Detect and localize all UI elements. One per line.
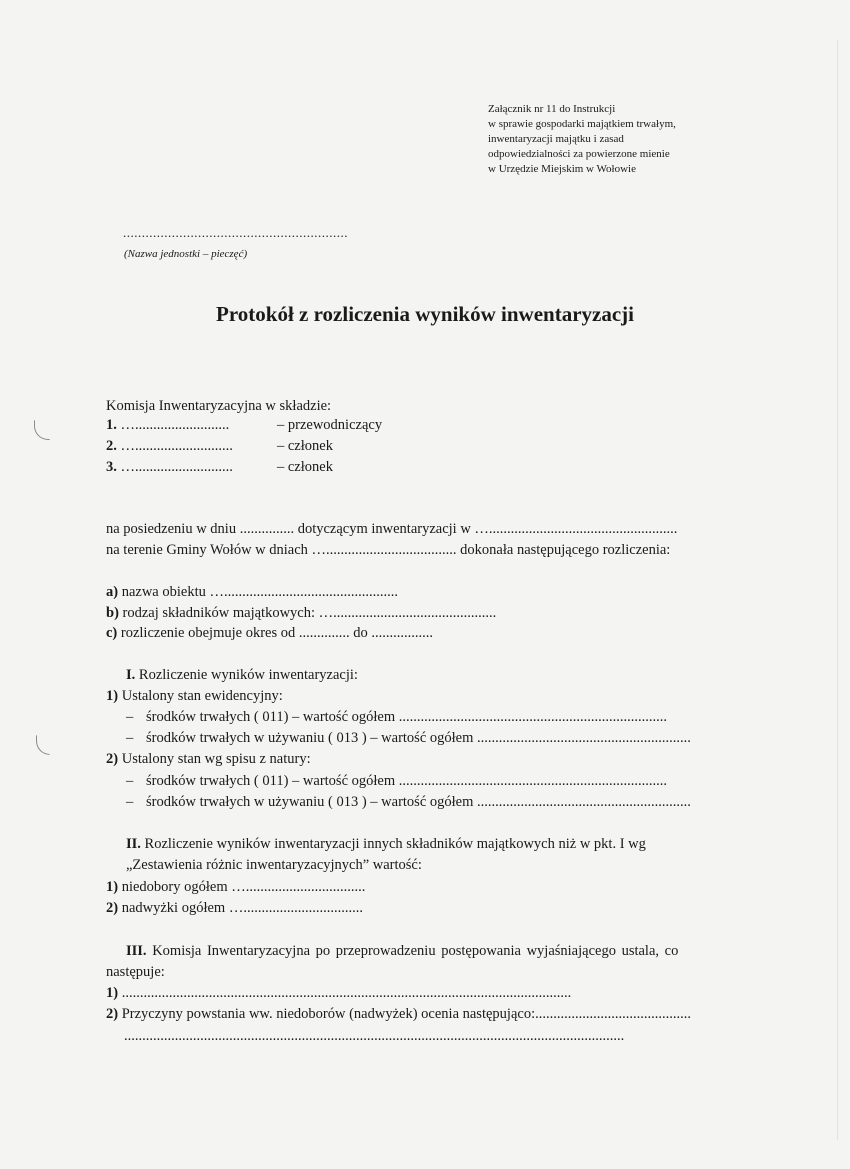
item-text: Przyczyny powstania ww. niedoborów (nadwyżek) ocenia następująco:........................................... — [121, 1006, 691, 1022]
scan-edge-line — [837, 40, 838, 1140]
section-1-item — [106, 751, 311, 768]
section-1-line: – środków trwałych w używaniu ( 013 ) – wartość ogółem ........................................................... — [126, 730, 691, 746]
commission-intro: Komisja Inwentaryzacyjna w składzie: — [106, 398, 332, 414]
item-text: nadwyżki ogółem …................................. — [121, 900, 363, 916]
member-role: – członek — [277, 459, 333, 475]
section-1-line: – środków trwałych ( 011) – wartość ogółem .......................................................................... — [126, 773, 668, 789]
annex-line: w sprawie gospodarki majątkiem trwałym, — [488, 118, 676, 130]
member-dots: …........................... — [120, 459, 233, 475]
item-letter: c) — [106, 625, 118, 641]
meeting-line: na terenie Gminy Wołów w dniach ….................................... dokonała następującego rozliczenia: — [106, 542, 671, 558]
section-3-heading — [126, 943, 678, 960]
item-number: 1) — [106, 879, 119, 895]
section-3-continuation: .......................................................................................................................................... — [124, 1028, 625, 1044]
section-3-item — [106, 1006, 691, 1023]
commission-member — [106, 417, 229, 434]
item-number: 2) — [106, 900, 119, 916]
dash-bullet: – — [126, 709, 134, 725]
section-3-text: następuje: — [106, 964, 165, 980]
annex-line: w Urzędzie Miejskim w Wołowie — [488, 163, 636, 175]
meeting-line: na posiedzeniu w dniu ............... dotyczącym inwentaryzacji w ….................................................... — [106, 521, 678, 537]
item-number: 1) — [106, 688, 119, 704]
section-2-item — [106, 879, 365, 896]
item-text: rodzaj składników majątkowych: …............................................. — [122, 605, 497, 621]
member-number: 3. — [106, 459, 117, 475]
item-letter: b) — [106, 605, 119, 621]
dash-bullet: – — [126, 773, 134, 789]
show-through-text — [102, 102, 105, 117]
dash-bullet: – — [126, 794, 134, 810]
item-number: 2) — [106, 1006, 119, 1022]
item-text: niedobory ogółem …................................. — [121, 879, 366, 895]
section-roman: III. — [126, 943, 147, 959]
annex-note — [488, 102, 748, 177]
item-text: ............................................................................................................................ — [121, 985, 572, 1001]
page-title: Protokół z rozliczenia wyników inwentaryzacji — [216, 302, 634, 326]
section-2-item — [106, 900, 363, 917]
commission-member — [106, 438, 233, 455]
member-dots: …........................... — [120, 438, 233, 454]
item-number: 2) — [106, 751, 119, 767]
section-2-text: „Zestawienia różnic inwentaryzacyjnych” wartość: — [126, 857, 422, 873]
item-text: Ustalony stan ewidencyjny: — [121, 688, 283, 704]
item-text: rozliczenie obejmuje okres od .............. do ................. — [120, 625, 433, 641]
section-text: Komisja Inwentaryzacyjna po przeprowadzeniu postępowania wyjaśniającego ustala, co — [152, 943, 679, 959]
section-title: Rozliczenie wyników inwentaryzacji: — [138, 667, 358, 683]
section-text: Rozliczenie wyników inwentaryzacji innych składników majątkowych niż w pkt. I wg — [144, 836, 646, 852]
annex-line: inwentaryzacji majątku i zasad — [488, 133, 624, 145]
section-1-heading — [126, 667, 358, 684]
annex-line: Załącznik nr 11 do Instrukcji — [488, 103, 616, 115]
member-role: – członek — [277, 438, 333, 454]
section-1-line: – środków trwałych ( 011) – wartość ogółem .......................................................................... — [126, 709, 668, 725]
section-roman: I. — [126, 667, 136, 683]
section-1-item — [106, 688, 283, 705]
object-item — [106, 584, 398, 601]
section-3-item — [106, 985, 571, 1002]
member-number: 2. — [106, 438, 117, 454]
item-text: Ustalony stan wg spisu z natury: — [121, 751, 311, 767]
annex-line: odpowiedzialności za powierzone mienie — [488, 148, 670, 160]
object-item — [106, 605, 496, 622]
section-2-heading — [126, 836, 646, 853]
punch-hole-mark — [36, 735, 50, 755]
member-role: – przewodniczący — [277, 417, 383, 433]
section-roman: II. — [126, 836, 141, 852]
stamp-dots: ............................................................ — [123, 225, 348, 240]
item-text: nazwa obiektu …................................................ — [121, 584, 398, 600]
object-item — [106, 625, 433, 642]
stamp-label: (Nazwa jednostki – pieczęć) — [124, 248, 248, 260]
member-dots: ….......................... — [120, 417, 230, 433]
section-1-line: – środków trwałych w używaniu ( 013 ) – wartość ogółem ........................................................... — [126, 794, 691, 810]
member-number: 1. — [106, 417, 117, 433]
item-letter: a) — [106, 584, 119, 600]
commission-member — [106, 459, 233, 476]
item-number: 1) — [106, 985, 119, 1001]
dash-bullet: – — [126, 730, 134, 746]
punch-hole-mark — [34, 420, 50, 440]
